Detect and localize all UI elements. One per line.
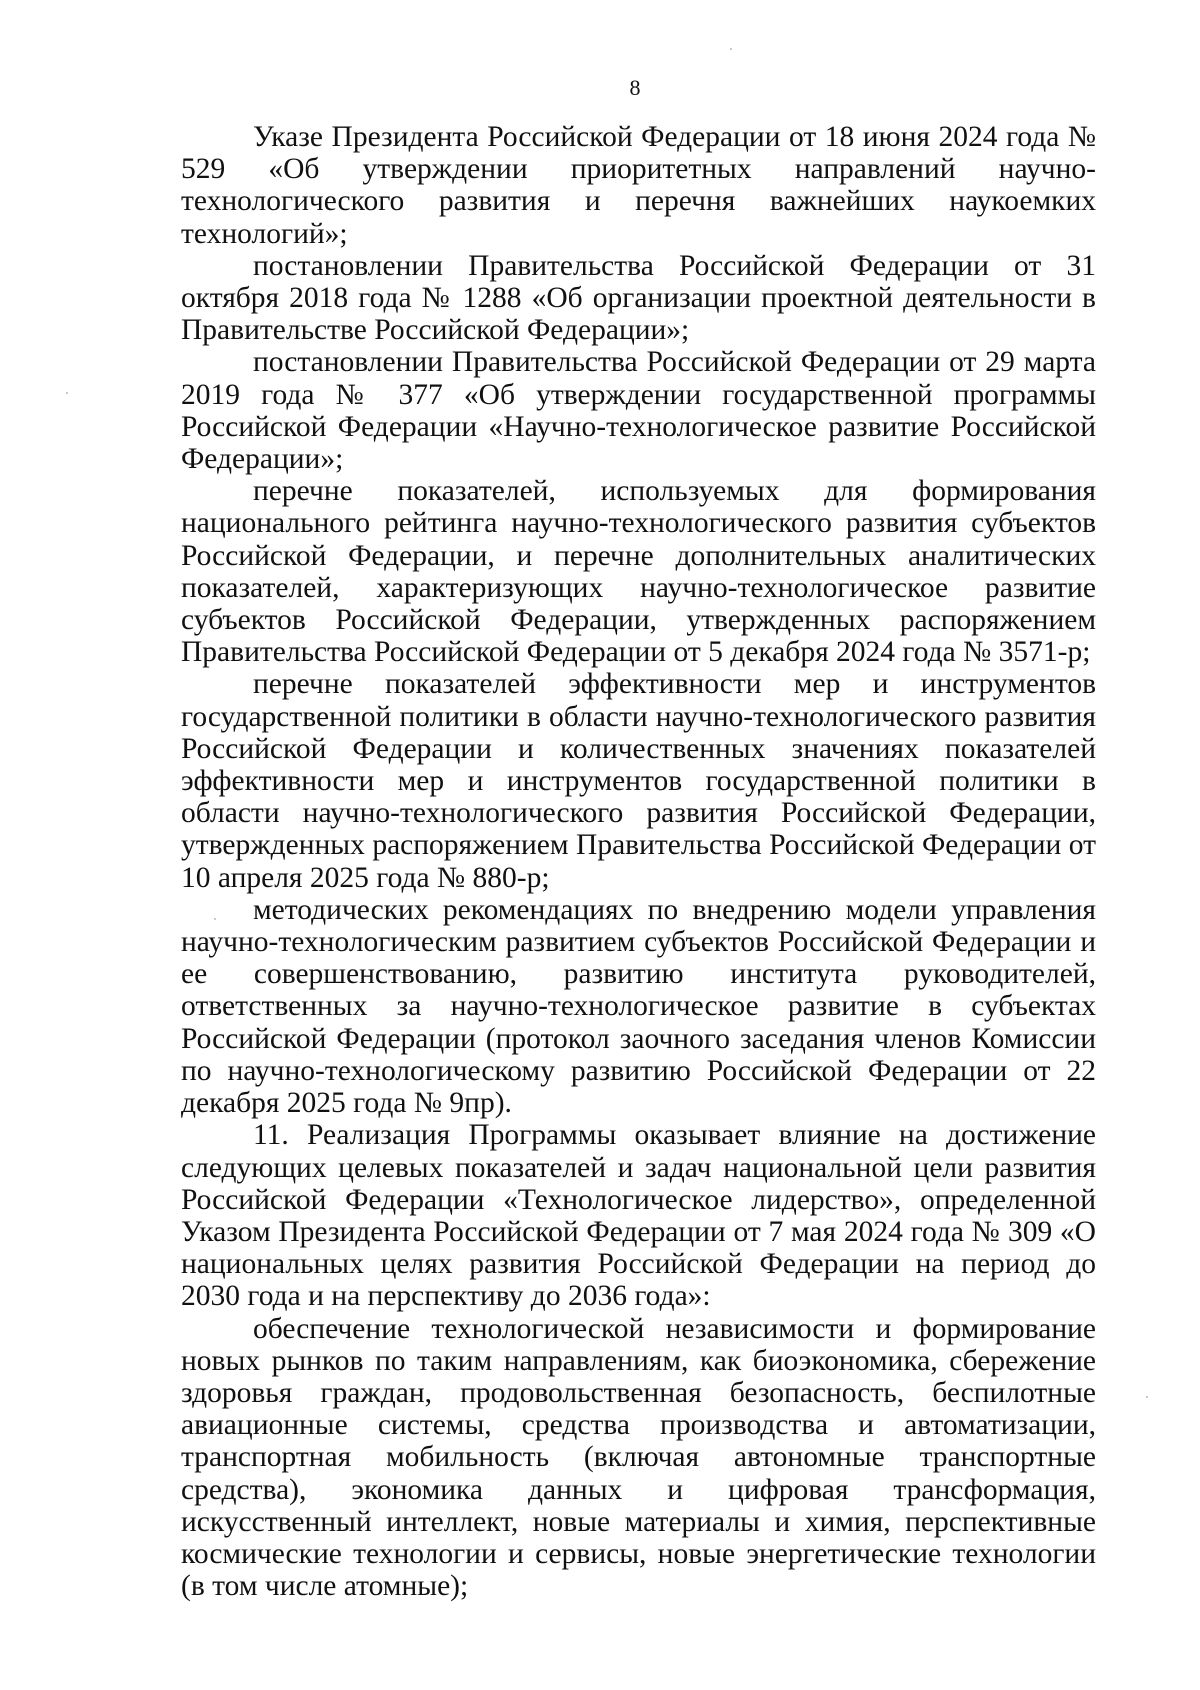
paragraph-item-11: 11. Реализация Программы оказывает влияние на достижение следующих целевых показателей и задач национальной цели развития Российской Федерации «Технологическое лидерство», определенной Указом Президента Российской Федерации от 7 мая 2024 года № 309 «О национальных целях развития Российской Федерации на период до 2030 года и на перспективу до 2036 года»: <box>181 1119 1096 1313</box>
paragraph-technological-independence: обеспечение технологической независимости и формирование новых рынков по таким направлениям, как биоэкономика, сбережение здоровья граждан, продовольственная безопасность, беспилотные авиационные системы, средства производства и автоматизации, транспортная мобильность (включая автономные транспортные средства), экономика данных и цифровая трансформация, искусственный интеллект, новые материалы и химия, перспективные космические технологии и сервисы, новые энергетические технологии (в том числе атомные); <box>181 1312 1096 1603</box>
paragraph-resolution-377: постановлении Правительства Российской Федерации от 29 марта 2019 года № 377 «Об утверждении государственной программы Российской Федерации «Научно-технологическое развитие Российской Федерации»; <box>181 346 1096 476</box>
paragraph-resolution-1288: постановлении Правительства Российской Федерации от 31 октября 2018 года № 1288 «Об организации проектной деятельности в Правительстве Российской Федерации»; <box>181 249 1096 347</box>
paragraph-order-880: перечне показателей эффективности мер и инструментов государственной политики в области научно-технологического развития Российской Федерации и количественных значениях показателей эффективности мер и инструментов государственной политики в области научно-технологического развития Российской Федерации, утвержденных распоряжением Правительства Российской Федерации от 10 апреля 2025 года № 880-р; <box>181 668 1096 894</box>
page-number: 8 <box>629 75 641 100</box>
paragraph-methodical-recommendations: методических рекомендациях по внедрению модели управления научно-технологическим развитием субъектов Российской Федерации и ее совершенствованию, развитию института руководителей, ответственных за научно-технологическое развитие в субъектах Российской Федерации (протокол заочного заседания членов Комиссии по научно-технологическому развитию Российской Федерации от 22 декабря 2025 года № 9пр). <box>181 893 1096 1120</box>
paragraph-order-3571: перечне показателей, используемых для формирования национального рейтинга научно-технологического развития субъектов Российской Федерации, и перечне дополнительных аналитических показателей, характеризующих научно-технологическое развитие субъектов Российской Федерации, утвержденных распоряжением Правительства Российской Федерации от 5 декабря 2024 года № 3571-р; <box>181 475 1096 669</box>
document-body <box>181 121 1096 1602</box>
scan-speck <box>1146 1396 1148 1398</box>
scan-speck <box>214 918 216 920</box>
scan-speck <box>66 392 68 394</box>
paragraph-decree-529: Указе Президента Российской Федерации от 18 июня 2024 года № 529 «Об утверждении приоритетных направлений научно-технологического развития и перечня важнейших наукоемких технологий»; <box>181 121 1096 250</box>
scan-speck <box>730 48 732 50</box>
